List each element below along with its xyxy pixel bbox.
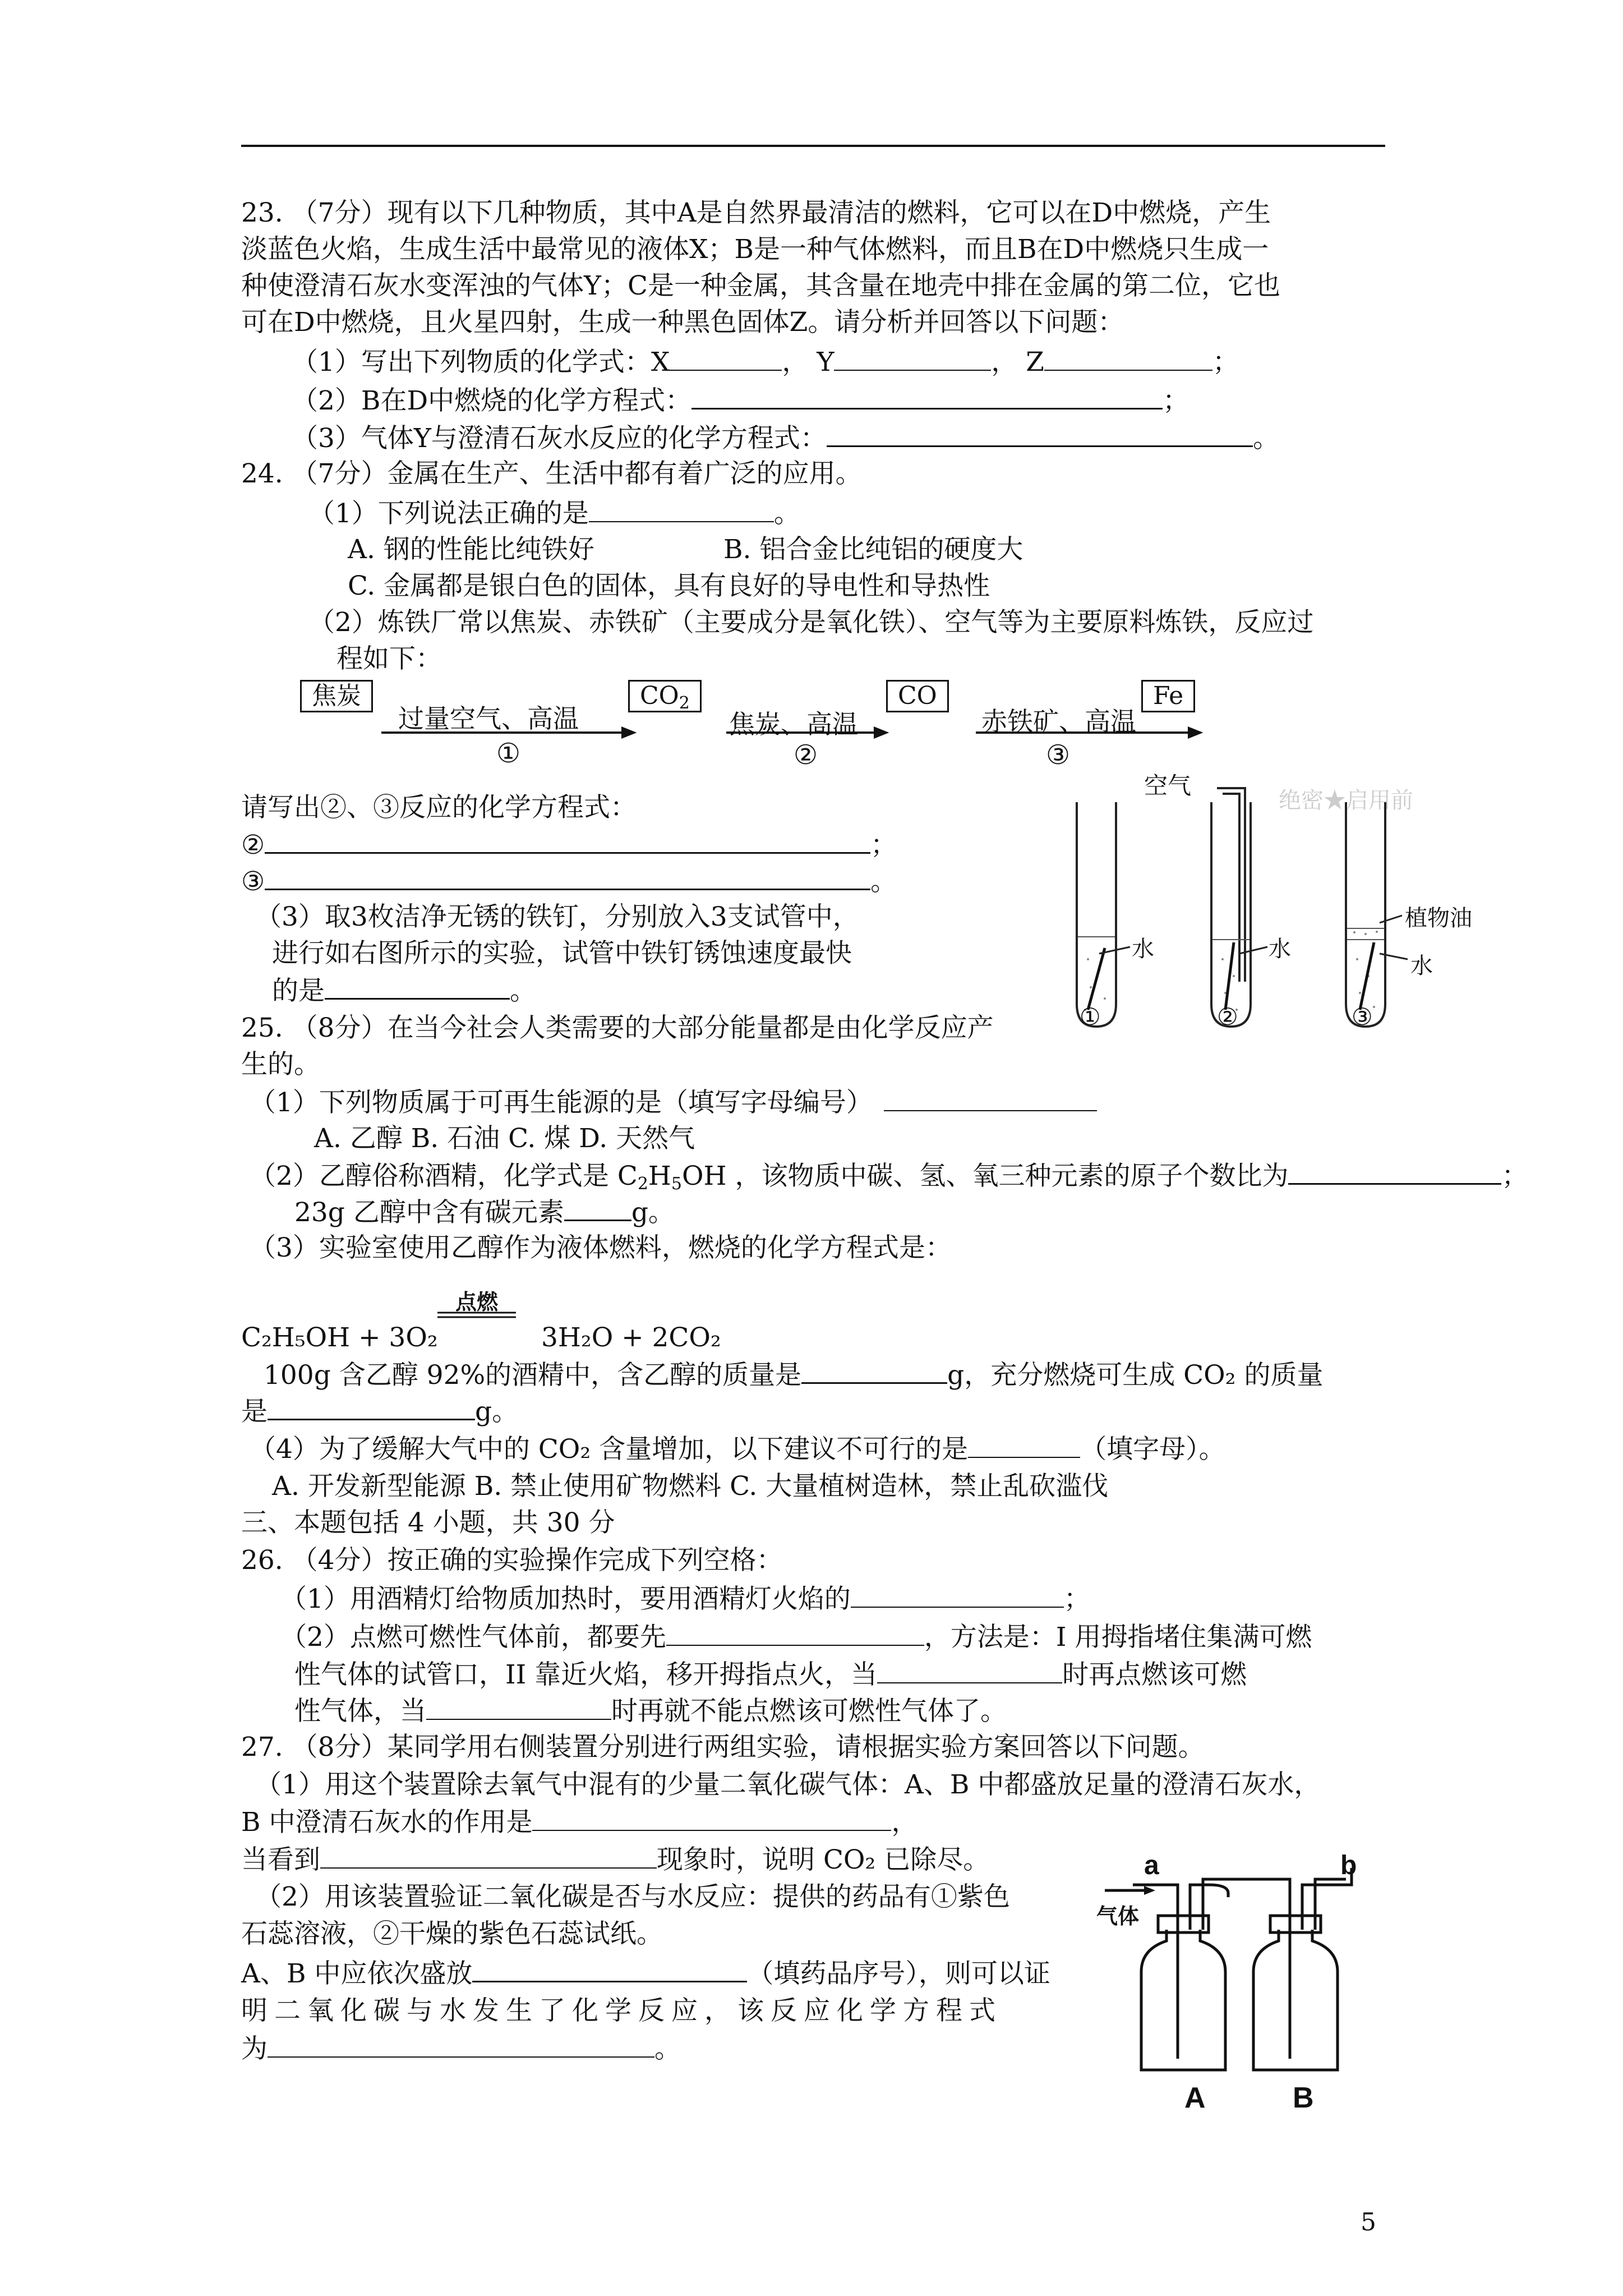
q25-calc-line-2 [241,1394,518,1429]
watermark-text: 绝密★启用前 [1279,788,1413,813]
q27-part-1-line-2 [241,1805,917,1839]
q24-part-3-line-1: （3）取3枚洁净无锈的铁钉，分别放入3支试管中， [255,901,859,932]
q25-p2-text-e: 23g 乙醇中含有碳元素 [294,1197,564,1228]
q24-eq3-blank[interactable] [265,864,870,890]
q24-p3-end: 。 [510,976,536,1006]
q24-part-1 [308,496,800,531]
q25-p1-text: （1）下列物质属于可再生能源的是（填写字母编号） [250,1087,873,1118]
q25-equation-bar [437,1310,516,1321]
q24-eq2-line [241,827,897,862]
q27-p2-text-g: 。 [654,2033,681,2064]
q25-p2-sub2: 5 [671,1174,682,1194]
flow-arrow-1-label: 过量空气、高温 [398,703,579,734]
q25-c2-text: 是 [241,1396,268,1427]
q23-part-2 [292,383,1189,418]
tube3-water-label: 水 [1410,953,1433,979]
flow-co2-sub: 2 [679,693,690,713]
section-3-heading: 三、本题包括 4 小题，共 30 分 [241,1507,615,1538]
q26-part-2-line-3 [294,1694,1007,1728]
flow-step-2: ② [794,739,818,771]
q25-suggestion-blank[interactable] [968,1432,1080,1458]
q24-eq2-label: ② [241,830,265,861]
q25-p4-text: （4）为了缓解大气中的 CO₂ 含量增加，以下建议不可行的是 [250,1434,969,1465]
q24-part-3-line-3 [272,973,536,1008]
q25-options: A. 乙醇 B. 石油 C. 煤 D. 天然气 [314,1123,695,1154]
q27-part-1-line-3 [241,1843,989,1877]
q27-part-2-line-5 [241,2032,681,2066]
q24-eq3-line [241,864,897,899]
bottle-b-label: B [1293,2082,1314,2114]
q25-calc-line-1 [264,1358,1323,1392]
q26-first-blank[interactable] [666,1620,924,1646]
q26-p1-text: （1）用酒精灯给物质加热时，要用酒精灯火焰的 [280,1584,851,1614]
q25-part-3: （3）实验室使用乙醇作为液体燃料，燃烧的化学方程式是： [250,1232,952,1263]
tube1-number: ① [1080,1003,1101,1030]
q23-p1-end: ； [1212,347,1239,378]
q25-equation-condition: 点燃 [455,1289,499,1314]
q26-line-1: 26. （4分）按正确的实验操作完成下列空格： [241,1545,783,1576]
q27-line-1: 27. （8分）某同学用右侧装置分别进行两组实验，请根据实验方案回答以下问题。 [241,1732,1205,1763]
q26-p2-text-f: 时再就不能点燃该可燃性气体了。 [611,1696,1007,1727]
q26-flame-blank[interactable] [851,1582,1064,1608]
q23-y-label: ， Y [782,347,834,378]
q23-z-blank[interactable] [1044,345,1212,371]
q26-part-2-line-2 [294,1658,1247,1692]
q25-part-4 [250,1432,1225,1466]
q27-part-2-line-2: 石蕊溶液，②干燥的紫色石蕊试纸。 [241,1918,663,1949]
q27-p1-text-d: 当看到 [241,1844,320,1875]
q25-p2-text-c: OH ，该物质中碳、氢、氧三种元素的原子个数比为 [682,1161,1289,1191]
q24-tube-blank[interactable] [325,973,510,1000]
q27-part-2-line-1: （2）用该装置验证二氧化碳是否与水反应：提供的药品有①紫色 [255,1881,1010,1912]
q27-part-2-line-4: 明二氧化碳与水发生了化学反应，该反应化学方程式 [241,1995,1002,2026]
q26-p2-text-e: 性气体，当 [294,1696,426,1727]
q23-p2-end: ； [1163,385,1189,416]
tube1-water-label: 水 [1132,936,1154,962]
q24-option-b: B. 铝合金比纯铝的硬度大 [723,534,1023,565]
q27-p2-text-d: （填药品序号），则可以证 [747,1958,1050,1989]
q23-y-blank[interactable] [834,345,991,371]
tube2-number: ② [1217,1003,1238,1030]
q25-c2-text-b: g。 [475,1396,519,1427]
q24-eq2-end: ； [870,830,897,861]
tube3-number: ③ [1352,1003,1373,1030]
q23-p3-end: 。 [1252,423,1279,454]
flow-arrow-3-label: 赤铁矿、高温 [981,706,1136,737]
tube2-water-label: 水 [1269,936,1291,962]
q24-p1-end: 。 [773,498,800,529]
q24-option-c: C. 金属都是银白色的固体，具有良好的导电性和导热性 [348,570,990,601]
q23-line-1: 23. （7分）现有以下几种物质，其中A是自然界最清洁的燃料，它可以在D中燃烧，产生 [241,197,1271,228]
q25-c1-text-b: g，充分燃烧可生成 CO₂ 的质量 [947,1360,1324,1391]
q24-part-3-line-2: 进行如右图所示的实验，试管中铁钉锈蚀速度最快 [272,938,852,969]
q27-part-2-line-3 [241,1956,1050,1991]
q24-p3-text: 的是 [272,976,325,1006]
q27-bottle-b-blank[interactable] [532,1805,891,1831]
q23-part-1 [292,345,1239,379]
q26-p1-end: ； [1063,1584,1090,1614]
q25-ratio-blank[interactable] [1288,1158,1501,1185]
q26-no-ignite-blank[interactable] [426,1694,611,1720]
flow-co-box: CO [886,680,949,712]
q23-limewater-blank[interactable] [827,421,1253,447]
q25-p2-text-a: （2）乙醇俗称酒精，化学式是 C [250,1161,638,1191]
q24-choice-blank[interactable] [589,496,774,522]
q27-phenomenon-blank[interactable] [320,1843,657,1869]
flow-co2-box [628,680,702,712]
q23-p2-text: （2）B在D中燃烧的化学方程式： [292,385,692,416]
q25-c1-text: 100g 含乙醇 92%的酒精中，含乙醇的质量是 [264,1360,802,1391]
q25-part-1 [250,1085,1097,1120]
q26-p2-text-b: ，方法是：I 用拇指堵住集满可燃 [924,1622,1312,1653]
flow-fe-box: Fe [1141,680,1195,712]
q24-eq3-end: 。 [870,866,897,897]
q25-energy-blank[interactable] [884,1085,1097,1111]
air-label: 空气 [1144,772,1192,799]
q24-ask: 请写出②、③反应的化学方程式： [241,792,637,823]
q23-line-2: 淡蓝色火焰，生成生活中最常见的液体X；B是一种气体燃料，而且B在D中燃烧只生成一 [241,234,1269,265]
q23-line-3: 种使澄清石灰水变浑浊的气体Y；C是一种金属，其含量在地壳中排在金属的第二位，它也 [241,270,1280,301]
q25-line-1: 25. （8分）在当今社会人类需要的大部分能量都是由化学反应产 [241,1013,994,1043]
flow-step-3: ③ [1046,739,1071,771]
tube3-oil-label: 植物油 [1405,905,1472,931]
q23-part-3 [292,421,1279,455]
q25-line-2: 生的。 [241,1049,320,1080]
q26-part-2-line-1 [280,1620,1312,1654]
q24-p1-text: （1）下列说法正确的是 [308,498,589,529]
q23-line-4: 可在D中燃烧，且火星四射，生成一种黑色固体Z。请分析并回答以下问题： [241,307,1124,338]
gas-inlet-label: 气体 [1096,1903,1140,1929]
q27-p1-text-c: ， [891,1807,918,1838]
q25-part-2-line-2 [294,1195,675,1230]
q27-p2-text-f: 为 [241,2033,268,2064]
q25-equation-left: C₂H₅OH + 3O₂ [241,1322,438,1353]
q23-x-blank[interactable] [670,345,782,371]
q27-p2-text-c: A、B 中应依次盛放 [241,1958,473,1989]
q23-p3-text: （3）气体Y与澄清石灰水反应的化学方程式： [292,423,827,454]
bottle-a-label: A [1184,2082,1206,2114]
q23-eq-blank[interactable] [691,383,1163,409]
flow-step-1: ① [496,738,521,769]
q27-equation-blank[interactable] [268,2032,654,2058]
q25-equation-right: 3H₂O + 2CO₂ [541,1322,721,1353]
outlet-b-label: b [1340,1851,1357,1880]
q23-p1-text: （1）写出下列物质的化学式：X [292,347,670,378]
q25-part-2-line-1 [250,1158,1528,1193]
q24-part-2-line-1: （2）炼铁厂常以焦炭、赤铁矿（主要成分是氧化铁）、空气等为主要原料炼铁，反应过 [308,607,1314,638]
q25-carbon-blank[interactable] [564,1195,631,1221]
q25-p2-text-f: g。 [631,1197,675,1228]
flow-arrow-2-label: 焦炭、高温 [729,709,858,739]
flow-co2-text: CO [640,682,679,710]
q26-p2-text-c: 性气体的试管口，II 靠近火焰，移开拇指点火，当 [294,1659,878,1690]
q24-part-2-line-2: 程如下： [336,643,442,674]
q25-co2-mass-blank[interactable] [268,1394,475,1420]
page-number: 5 [1361,2208,1376,2237]
q24-line-1: 24. （7分）金属在生产、生活中都有着广泛的应用。 [241,458,862,489]
q25-ethanol-mass-blank[interactable] [801,1358,947,1384]
q26-p2-text-d: 时再点燃该可燃 [1062,1659,1247,1690]
q25-p2-text-b: H [648,1161,671,1191]
q26-part-1 [280,1582,1090,1616]
q26-sound-blank[interactable] [877,1658,1062,1683]
q23-z-label: ， Z [991,347,1044,378]
q24-eq2-blank[interactable] [265,827,870,854]
q27-reagent-blank[interactable] [472,1956,747,1982]
gas-bottles-drawing [1094,1851,1385,2098]
q25-p4-text-b: （填字母）。 [1080,1434,1225,1465]
q27-p1-text-b: B 中澄清石灰水的作用是 [241,1807,533,1838]
q24-eq3-label: ③ [241,866,265,897]
q25-p2-end: ； [1501,1161,1528,1191]
q25-part-4-options: A. 开发新型能源 B. 禁止使用矿物燃料 C. 大量植树造林，禁止乱砍滥伐 [272,1471,1109,1502]
flow-coke-box: 焦炭 [300,680,373,712]
q25-p2-sub1: 2 [637,1174,648,1194]
q27-p1-text-e: 现象时，说明 CO₂ 已除尽。 [657,1844,990,1875]
q24-option-a: A. 钢的性能比纯铁好 [348,534,594,565]
q26-p2-text-a: （2）点燃可燃性气体前，都要先 [280,1622,666,1653]
q27-part-1-line-1: （1）用这个装置除去氧气中混有的少量二氧化碳气体：A、B 中都盛放足量的澄清石灰水， [255,1769,1321,1800]
header-rule [241,145,1385,147]
inlet-a-label: a [1144,1851,1159,1880]
